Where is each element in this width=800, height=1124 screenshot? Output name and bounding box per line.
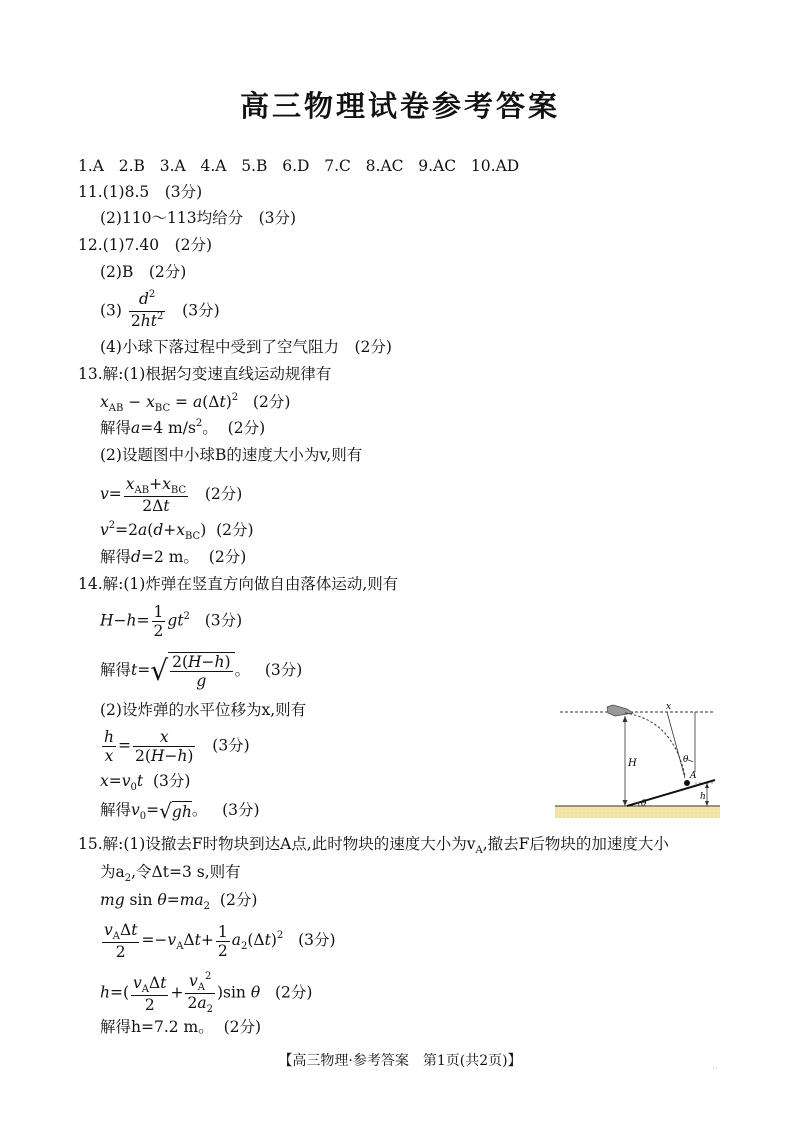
label-theta-bottom: θ <box>641 799 647 809</box>
score: (2分) <box>223 1018 262 1036</box>
score: (2分) <box>208 548 247 566</box>
q12-part1: 12.(1)7.40 (2分) <box>78 236 213 254</box>
q14-equation-3: $x=v_0t$ (3分) <box>100 772 191 793</box>
ground <box>555 806 720 818</box>
mc-answer: 1.A <box>78 157 104 175</box>
q15-equation-2: $\frac{v_A\Delta t}{2}$ $=-v_A\Delta t+$ $\frac{1}{2}$ $a_2(\Delta t)^2$ (3分) <box>104 921 336 961</box>
label-x: x <box>666 702 672 712</box>
q13-result-2: 解得d=2 m。 (2分) <box>100 548 247 566</box>
q15-heading: 15.解:(1)设撤去F时物块到达A点,此时物块的速度大小为$v_A$,撤去F后物块的加速度大小 <box>78 835 669 856</box>
score: (2分) <box>274 983 313 1002</box>
label-a: A <box>690 771 697 781</box>
airplane-icon <box>607 705 633 716</box>
q13-equation-2: v= $\frac{x_{AB}+x_{BC}}{2\Delta t}$ (2分) <box>100 475 243 515</box>
score: (3分) <box>182 301 220 320</box>
score: (2分) <box>227 419 266 437</box>
q14-part2: (2)设炸弹的水平位移为x,则有 <box>100 701 307 719</box>
q12-part4: (4)小球下落过程中受到了空气阻力 (2分) <box>100 338 392 356</box>
mc-answer: 4.A <box>200 157 227 175</box>
score: (3分) <box>298 931 336 949</box>
score: (2分) <box>219 891 258 909</box>
q13-heading: 13.解:(1)根据匀变速直线运动规律有 <box>78 365 332 383</box>
q12-part3-prefix: (3) <box>100 301 122 320</box>
page-footer: 【高三物理·参考答案 第1页(共2页)】 <box>278 1053 522 1069</box>
label-h-small: h <box>700 792 706 802</box>
mc-answer: 8.AC <box>365 157 404 175</box>
bomb-trajectory-diagram <box>555 700 720 818</box>
score: (2分) <box>204 485 243 503</box>
mc-answer: 7.C <box>324 157 351 175</box>
mc-answer: 5.B <box>241 157 268 175</box>
score: (3分) <box>212 736 250 755</box>
q12-part2: (2)B (2分) <box>100 263 187 281</box>
q13-part2: (2)设题图中小球B的速度大小为v,则有 <box>100 446 363 464</box>
q14-result-2: 解得$v_0=√gh$。 (3分) <box>100 799 260 824</box>
q13-result-1: 解得a=4 $m/s^2$。 (2分) <box>100 418 266 437</box>
label-theta-top: θ <box>683 755 689 765</box>
score: (3分) <box>222 801 260 819</box>
label-h-big: H <box>628 758 637 769</box>
q14-heading: 14.解:(1)炸弹在竖直方向做自由落体运动,则有 <box>78 575 399 593</box>
q13-equation-1: $x_{AB} - x_{BC} = a(\Delta t)^2$ (2分) <box>100 392 291 414</box>
page-mark: ·· <box>712 1064 718 1074</box>
mc-answer-row <box>78 156 519 176</box>
score: (2分) <box>216 521 254 539</box>
mc-answer: 9.AC <box>418 157 457 175</box>
q14-equation-2: $\frac{h}{x}$ = $\frac{x}{2(H-h)}$ (3分) <box>104 728 250 765</box>
q15-equation-1: mg $\sin \theta=ma_2$ (2分) <box>100 891 258 912</box>
q14-equation-1: H−h= $\frac{1}{2}$ $gt^2$ (3分) <box>100 603 243 640</box>
page-title: 高三物理试卷参考答案 <box>239 89 560 123</box>
score: (2分) <box>252 393 291 411</box>
q15-line2: 为$a_2$,令Δt=3 s,则有 <box>100 863 241 884</box>
mc-answer: 10.AD <box>470 157 520 175</box>
q11-part2: (2)110～113均给分 (3分) <box>100 209 297 227</box>
mc-answer: 3.A <box>159 157 186 175</box>
formula-d2-over-2ht2: $\frac{d^2}{2ht^2}$ <box>130 289 164 330</box>
score: (3分) <box>204 611 243 630</box>
score: (3分) <box>264 661 303 679</box>
q12-part3 <box>100 290 220 333</box>
mc-answer: 6.D <box>282 157 310 175</box>
q11-part1: 11.(1)8.5 (3分) <box>78 183 203 201</box>
q15-result: 解得h=7.2 m。 (2分) <box>100 1018 262 1036</box>
q15-equation-3: h=( $\frac{v_A\Delta t}{2}$ + $\frac{v_A^2}{2a_2}$ )sin θ (2分) <box>100 971 313 1015</box>
sight-line <box>667 712 685 778</box>
q14-result-1: 解得t=√ $\frac{2(H-h)}{g}$ 。 (3分) <box>100 653 303 690</box>
q13-equation-3: $v^2=2a(d+x_{BC})$ (2分) <box>100 520 254 542</box>
mc-answer: 2.B <box>118 157 145 175</box>
score: (3分) <box>152 772 191 790</box>
